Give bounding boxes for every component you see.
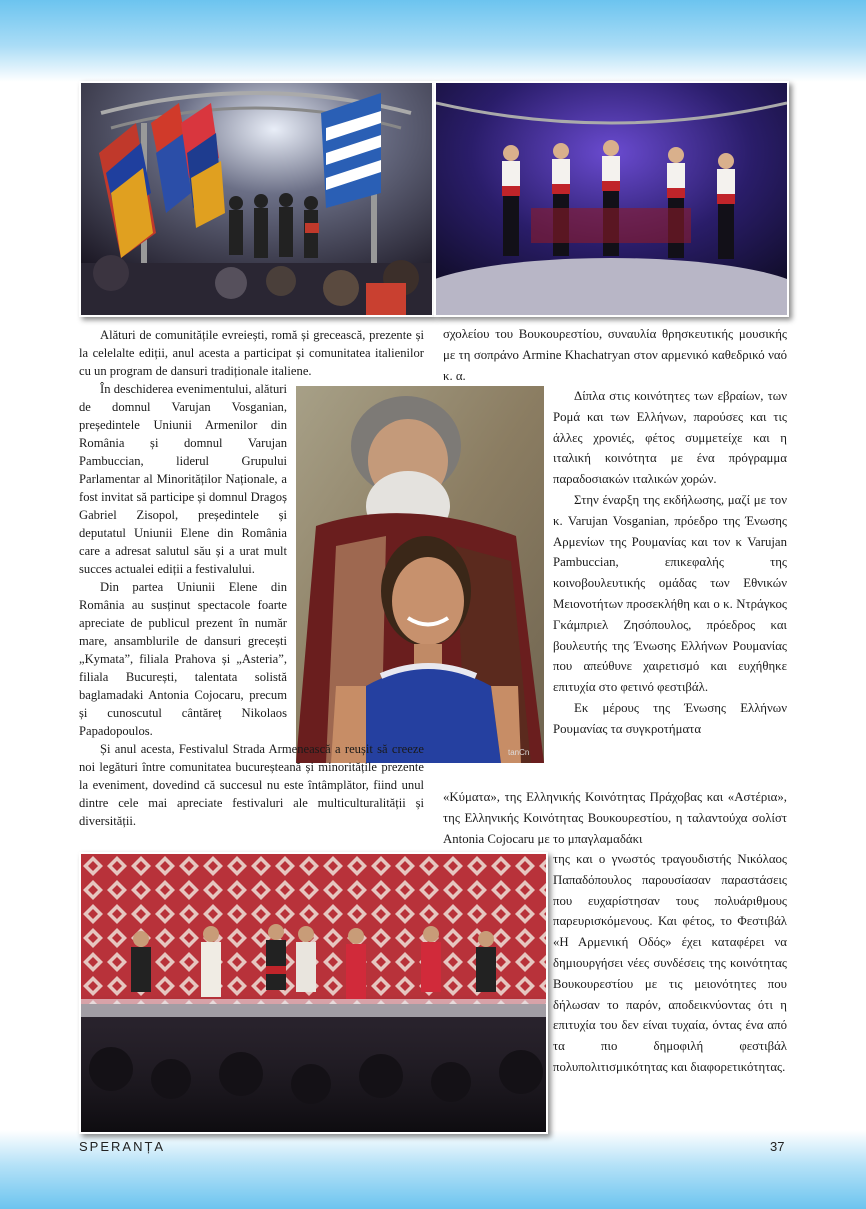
greek-paragraph-0: σχολείου του Βουκουρεστίου, συναυλία θρησκευτικής μουσικής με τη σοπράνο Armine Khachatryan στον αρμενικό καθεδρικό ναό κ. α. <box>443 327 787 383</box>
romanian-paragraph-1: Alături de comunitățile evreiești, romă și grecească, prezente și la celelalte ediții, anul acesta a participat și comunitatea italienilor cu un program de dansuri tradiționale italiene. <box>79 328 424 378</box>
greek-paragraph-2: Στην έναρξη της εκδήλωσης, μαζί με τον κ. Varujan Vosganian, πρόεδρο της Ένωσης Αρμενίων της Ρουμανίας και τον κ Varujan Pambuccian, επικεφαλής της κοινοβουλευτικής ομάδας των Εθνικών Μειονοτήτων προσεκλήθη και ο κ. Ντράγκος Γκάμπριελ Ζησόπουλος, πρόεδρος και βουλευτής της Ένωσης Ελλήνων Ρουμανίας που απεύθυνε χαιρετισμό και ευχήθηκε επιτυχία στο φετινό φεστιβάλ. <box>553 492 787 695</box>
romanian-column-narrow <box>79 380 287 740</box>
greek-column-bottom <box>553 849 787 1078</box>
romanian-paragraph-2: În deschiderea evenimentului, alături de domnul Varujan Vosganian, președintele Uniunii Armenilor din România și domnul Varujan Pambuccian, liderul Grupului Parlamentar al Minorităților Naționale, a fost invitat să participe și domnul Dragoș Gabriel Zisopol, președintele și deputatul Uniunii Elene din România care a adresat salutul său și a urat mult succes actualei ediții a festivalului. <box>79 382 287 576</box>
page-number: 37 <box>770 1139 785 1154</box>
photo-portrait-girl <box>296 386 544 763</box>
greek-paragraph-3a: Εκ μέρους της Ένωσης Ελλήνων Ρουμανίας τα συγκροτήματα <box>553 700 787 736</box>
photo-credit: tanCn <box>508 748 530 757</box>
greek-paragraph-3b: «Κύματα», της Ελληνικής Κοινότητας Πράχοβας και «Αστέρια», της Ελληνικής Κοινότητας Βουκουρεστίου, η ταλαντούχα σολίστ Antonia Cojocaru με το μπαγλαμαδάκι <box>443 790 787 846</box>
romanian-column-top <box>79 326 424 380</box>
romanian-column-bottom <box>79 740 424 830</box>
photo-folk-dance <box>79 852 548 1134</box>
romanian-paragraph-4: Și anul acesta, Festivalul Strada Armenească a reușit să creeze noi legături între comunitatea bucureșteană și minoritățile prezente la eveniment, dovedind că succesul nu este întâmplător, fiind unul dintre cele mai apreciate festivaluri ale multiculturalității și diversității. <box>79 742 424 828</box>
greek-column-narrow <box>553 386 787 740</box>
photo-portrait-girl-image <box>296 386 544 763</box>
greek-paragraph-1: Δίπλα στις κοινότητες των εβραίων, των Ρομά και των Ελλήνων, παρούσες και τις άλλες χρονιές, φέτος συμμετείχε και η ιταλική κοινότητα με ένα πρόγραμμα παραδοσιακών ιταλικών χορών. <box>553 389 787 487</box>
photo-dancers-stage-image <box>436 83 787 315</box>
greek-column-wide <box>443 787 787 849</box>
romanian-paragraph-3: Din partea Uniunii Elene din România au susținut spectacole foarte apreciate de publicul prezent în număr mare, ansamblurile de dansuri grecești „Kymata”, filiala Prahova și „Asteria”, filiala București, talentata solistă baglamadaki Antonia Cojocaru, precum și cunoscutul cântăreț Nikolaos Papadopoulos. <box>79 580 287 738</box>
top-gradient-band <box>0 0 866 82</box>
photo-folk-dance-image <box>81 854 546 1132</box>
greek-paragraph-3c: της και ο γνωστός τραγουδιστής Νικόλαος Παπαδόπουλος παρουσίασαν παραστάσεις που ευχαρίστησαν τους πολυάριθμους παρευρισκόμενους. Και φέτος, το Φεστιβάλ «Η Αρμενική Οδός» έχει καταφέρει να δημιουργήσει νέες συνδέσεις της κοινότητας Βουκουρεστίου με τις μειονότητες που δήλωσαν το παρόν, αποδεικνύοντας ότι η επιτυχία του δεν είναι τυχαία, όντας ένα από τα πιο δημοφιλή φεστιβάλ πολυπολιτισμικότητας και διαφορετικότητας. <box>553 852 787 1074</box>
greek-column-top <box>443 324 787 386</box>
photo-stage-flags <box>79 81 434 317</box>
photo-stage-flags-image <box>81 83 432 315</box>
photo-dancers-stage <box>434 81 789 317</box>
magazine-name: SPERANȚA <box>79 1139 166 1154</box>
